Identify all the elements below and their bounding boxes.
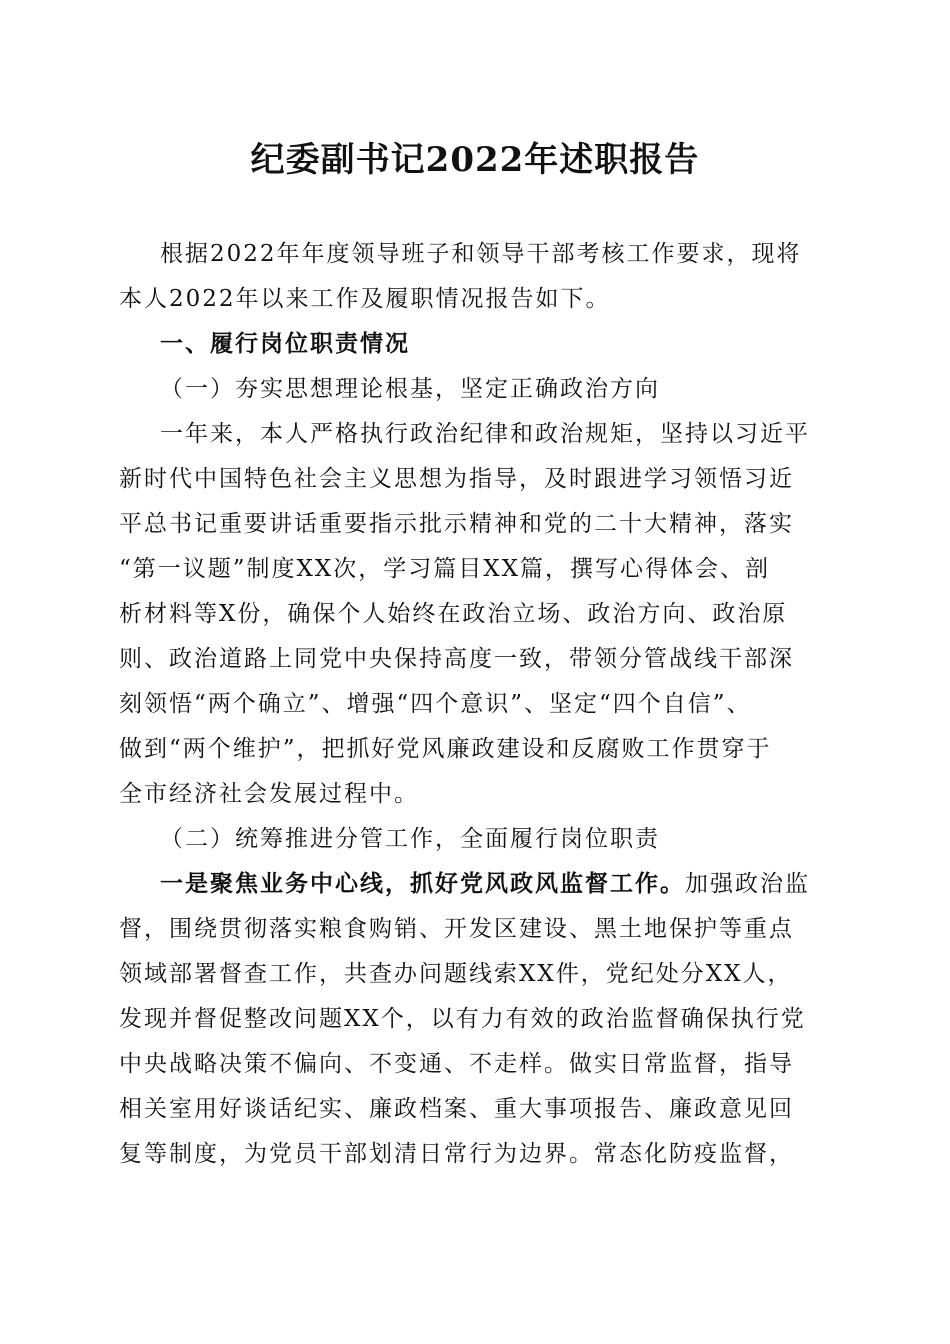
paragraph-line: “第一议题”制度XX次，学习篇目XX篇，撰写心得体会、剖 xyxy=(119,556,771,582)
paragraph-line: 发现并督促整改问题XX个，以有力有效的政治监督确保执行党 xyxy=(119,1006,806,1032)
paragraph-line: 本人2022年以来工作及履职情况报告如下。 xyxy=(119,286,611,312)
subsection-heading: （二）统筹推进分管工作，全面履行岗位职责 xyxy=(160,826,660,852)
paragraph-line: 领域部署督查工作，共查办问题线索XX件，党纪处分XX人， xyxy=(119,961,793,987)
paragraph-line: 新时代中国特色社会主义思想为指导，及时跟进学习领悟习近 xyxy=(119,466,794,492)
paragraph-line: 中央战略决策不偏向、不变通、不走样。做实日常监督，指导 xyxy=(119,1051,794,1077)
paragraph-line: 全市经济社会发展过程中。 xyxy=(119,781,419,807)
paragraph-line: 则、政治道路上同党中央保持高度一致，带领分管战线干部深 xyxy=(119,646,794,672)
paragraph-line: 复等制度，为党员干部划清日常行为边界。常态化防疫监督， xyxy=(119,1141,794,1167)
paragraph-line: 析材料等X份，确保个人始终在政治立场、政治方向、政治原 xyxy=(119,601,788,627)
paragraph-text: 加强政治监 xyxy=(685,871,810,897)
document-title: 纪委副书记2022年述职报告 xyxy=(250,140,700,180)
paragraph-lead: 一是聚焦业务中心线，抓好党风政风监督工作。 xyxy=(160,870,685,897)
subsection-heading: （一）夯实思想理论根基，坚定正确政治方向 xyxy=(160,376,660,402)
paragraph-line: 平总书记重要讲话重要指示批示精神和党的二十大精神，落实 xyxy=(119,511,794,537)
paragraph-line xyxy=(160,869,810,899)
paragraph-line: 根据2022年年度领导班子和领导干部考核工作要求，现将 xyxy=(160,241,802,267)
paragraph-line: 相关室用好谈话纪实、廉政档案、重大事项报告、廉政意见回 xyxy=(119,1096,794,1122)
section-heading: 一、履行岗位职责情况 xyxy=(160,330,410,357)
paragraph-line: 做到“两个维护”，把抓好党风廉政建设和反腐败工作贯穿于 xyxy=(119,736,772,762)
paragraph-line: 刻领悟“两个确立”、增强“四个意识”、坚定“四个自信”、 xyxy=(119,691,752,717)
paragraph-line: 督，围绕贯彻落实粮食购销、开发区建设、黑土地保护等重点 xyxy=(119,916,794,942)
paragraph-line: 一年来，本人严格执行政治纪律和政治规矩，坚持以习近平 xyxy=(160,421,810,447)
